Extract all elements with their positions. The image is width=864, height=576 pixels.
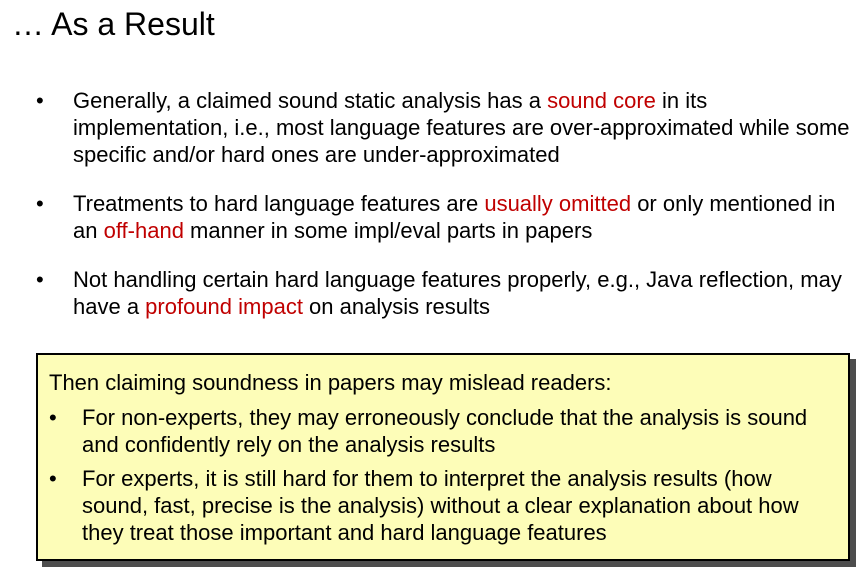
callout-item-text: For experts, it is still hard for them to interpret the analysis results (how sound, fast, precise is the analysis) without a clear explanation about how they treat those important and hard language features — [82, 466, 799, 545]
bullet-dot: • — [36, 267, 44, 292]
bullet-text: Generally, a claimed sound static analysis has a sound core in its implementation, i.e., most language features are over-approximated while some specific and/or hard ones are under-approximated — [73, 88, 850, 167]
bullet-list — [36, 87, 856, 320]
callout-item-experts — [49, 465, 838, 546]
callout-heading: Then claiming soundness in papers may mislead readers: — [49, 370, 612, 395]
bullet-dot: • — [36, 88, 44, 113]
highlight-off-hand: off-hand — [103, 218, 184, 243]
highlight-profound-impact: profound impact — [145, 294, 303, 319]
callout-item-non-experts — [49, 404, 838, 458]
bullet-dot: • — [49, 466, 57, 491]
bullet-item-sound-core — [36, 87, 856, 168]
bullet-item-impact — [36, 266, 856, 320]
bullet-dot: • — [36, 191, 44, 216]
callout-item-text: For non-experts, they may erroneously conclude that the analysis is sound and confidently rely on the analysis results — [82, 405, 808, 457]
highlight-sound-core: sound core — [547, 88, 656, 113]
slide-title: … As a Result — [12, 6, 215, 42]
bullet-dot: • — [49, 405, 57, 430]
bullet-text: Not handling certain hard language features properly, e.g., Java reflection, may have a profound impact on analysis results — [73, 267, 842, 319]
highlight-usually-omitted: usually omitted — [484, 191, 632, 216]
callout-list — [49, 404, 838, 546]
bullet-item-treatments — [36, 190, 856, 244]
bullet-text: Treatments to hard language features are usually omitted or only mentioned in an off-hand manner in some impl/eval parts in papers — [73, 191, 836, 243]
callout-box — [36, 353, 850, 561]
